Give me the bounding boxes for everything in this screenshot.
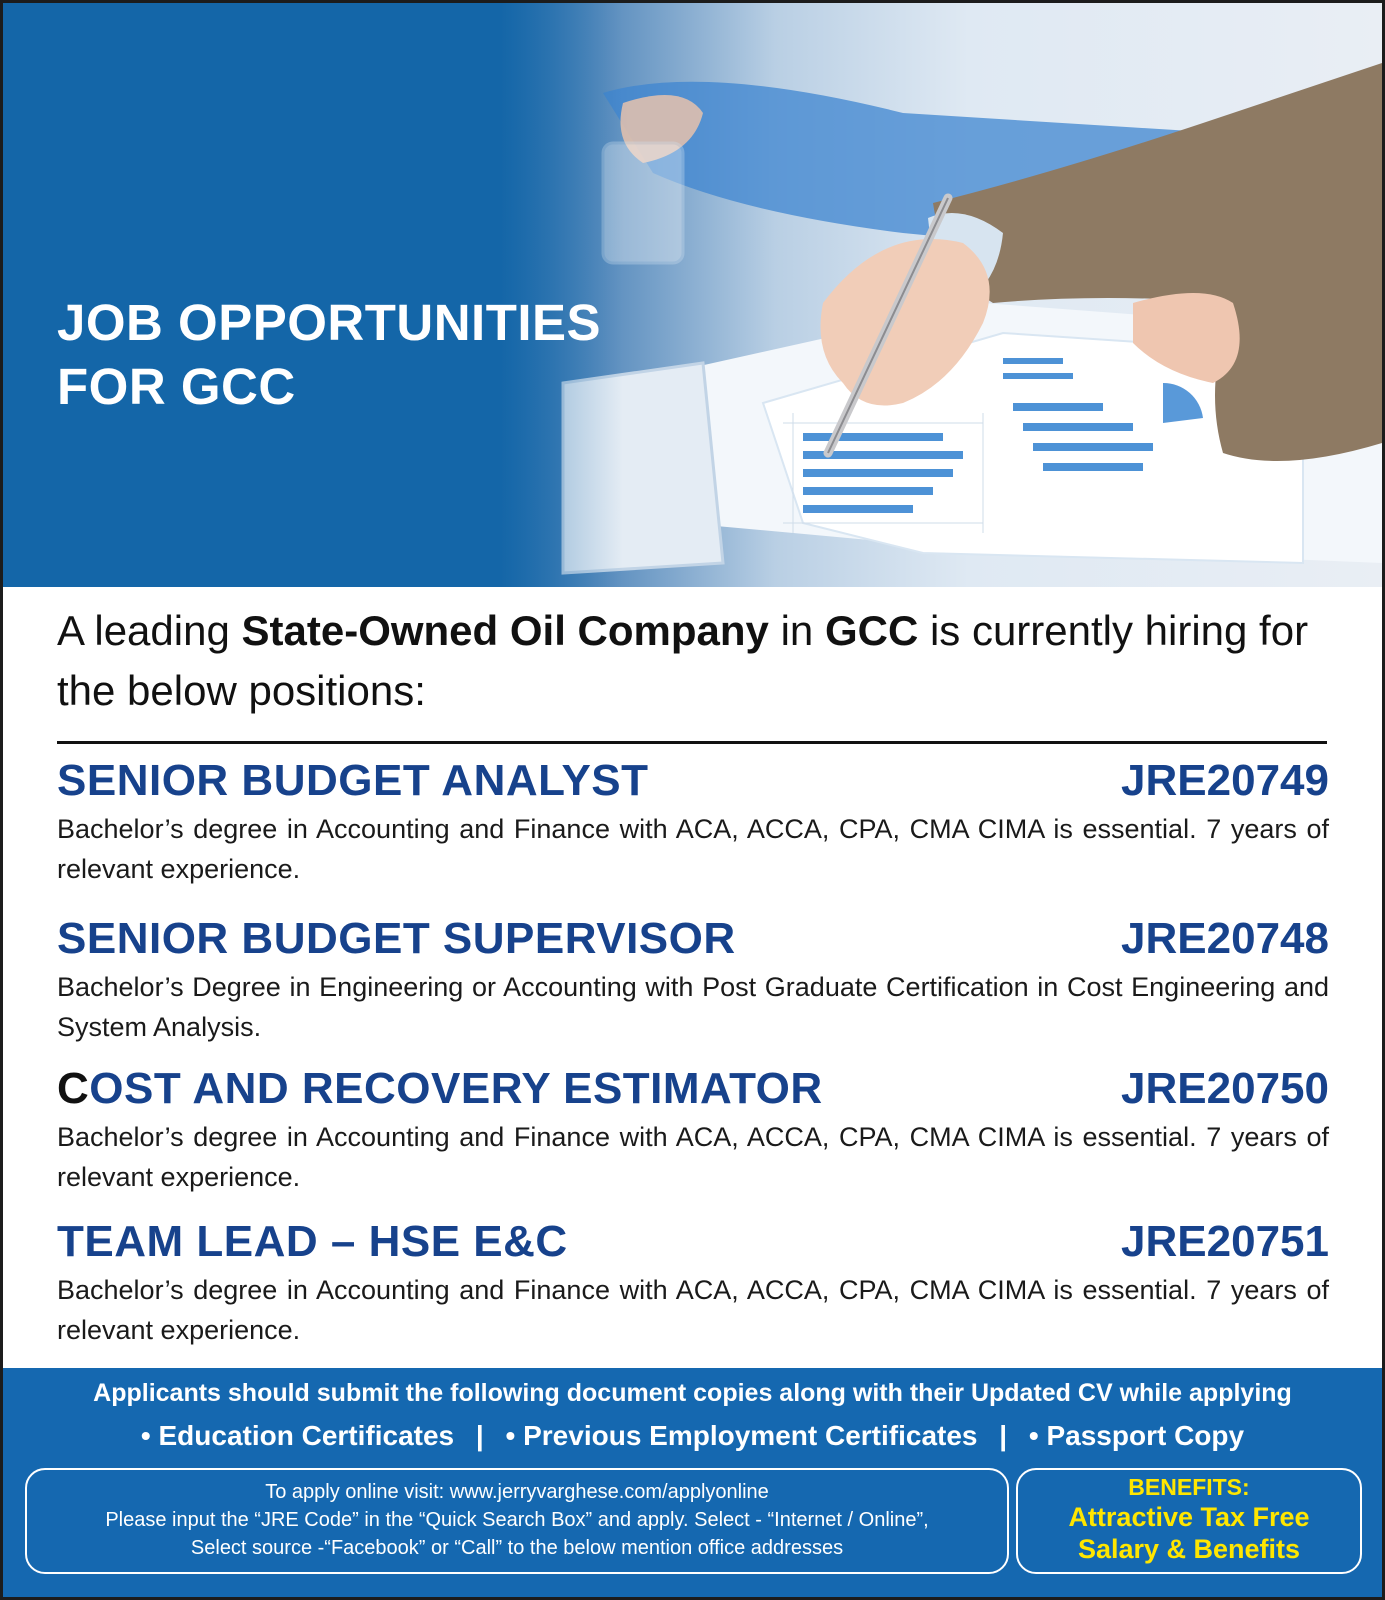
intro-part2: in (768, 607, 825, 654)
intro-region: GCC (824, 607, 919, 654)
documents-intro: Applicants should submit the following document copies along with their Updated CV while applying (93, 1379, 1292, 1407)
job-title: SENIOR BUDGET SUPERVISOR (57, 914, 736, 963)
separator: | (999, 1420, 1008, 1451)
intro-part3: is currently hiring for the below positions: (57, 607, 1309, 714)
job-code: JRE20750 (1121, 1064, 1329, 1113)
benefits-line1: Attractive Tax Free (1068, 1502, 1310, 1532)
job-listing (57, 1061, 1329, 1197)
document-item-education: • Education Certificates (140, 1420, 455, 1451)
apply-line-url: To apply online visit: www.jerryvarghese.com/applyonline (265, 1481, 769, 1503)
job-listing (57, 753, 1329, 889)
job-code: JRE20751 (1121, 1217, 1329, 1266)
intro-text (57, 601, 1337, 721)
hero-title (57, 291, 601, 419)
job-listing (57, 911, 1329, 1047)
job-title (57, 1061, 823, 1117)
document-item-passport: • Passport Copy (1028, 1420, 1245, 1451)
apply-line-source: Select source -“Facebook” or “Call” to the below mention office addresses (190, 1537, 844, 1559)
job-code: JRE20749 (1121, 756, 1329, 805)
hero-banner (3, 3, 1382, 587)
job-title: SENIOR BUDGET ANALYST (57, 756, 649, 805)
job-code: JRE20748 (1121, 914, 1329, 963)
job-title-rest: OST AND RECOVERY ESTIMATOR (89, 1064, 823, 1113)
benefits-heading: BENEFITS: (1128, 1474, 1250, 1500)
benefits-box (1016, 1468, 1362, 1574)
divider (57, 741, 1327, 744)
job-listing (57, 1214, 1329, 1350)
job-description: Bachelor’s Degree in Engineering or Accounting with Post Graduate Certification in Cost Engineering and System Analysis. (57, 972, 1329, 1042)
intro-part1: A leading (57, 607, 242, 654)
job-description: Bachelor’s degree in Accounting and Finance with ACA, ACCA, CPA, CMA CIMA is essential. 7 years of relevant experience. (57, 1122, 1329, 1192)
document-item-employment: • Previous Employment Certificates (505, 1420, 978, 1451)
footer-panel (3, 1368, 1382, 1597)
job-description: Bachelor’s degree in Accounting and Finance with ACA, ACCA, CPA, CMA CIMA is essential. 7 years of relevant experience. (57, 1275, 1329, 1345)
apply-line-jre-code: Please input the “JRE Code” in the “Quick Search Box” and apply. Select - “Internet / Online”, (105, 1509, 929, 1531)
separator: | (475, 1420, 484, 1451)
hero-title-line2: FOR GCC (57, 358, 296, 415)
benefits-line2: Salary & Benefits (1077, 1534, 1301, 1564)
job-title-first-letter: C (57, 1064, 90, 1113)
job-description: Bachelor’s degree in Accounting and Finance with ACA, ACCA, CPA, CMA CIMA is essential. 7 years of relevant experience. (57, 814, 1329, 884)
hero-title-line1: JOB OPPORTUNITIES (57, 294, 602, 351)
intro-company: State-Owned Oil Company (241, 607, 769, 654)
job-title: TEAM LEAD – HSE E&C (57, 1217, 568, 1266)
documents-list (3, 1417, 1382, 1455)
apply-instructions-box (25, 1468, 1009, 1574)
